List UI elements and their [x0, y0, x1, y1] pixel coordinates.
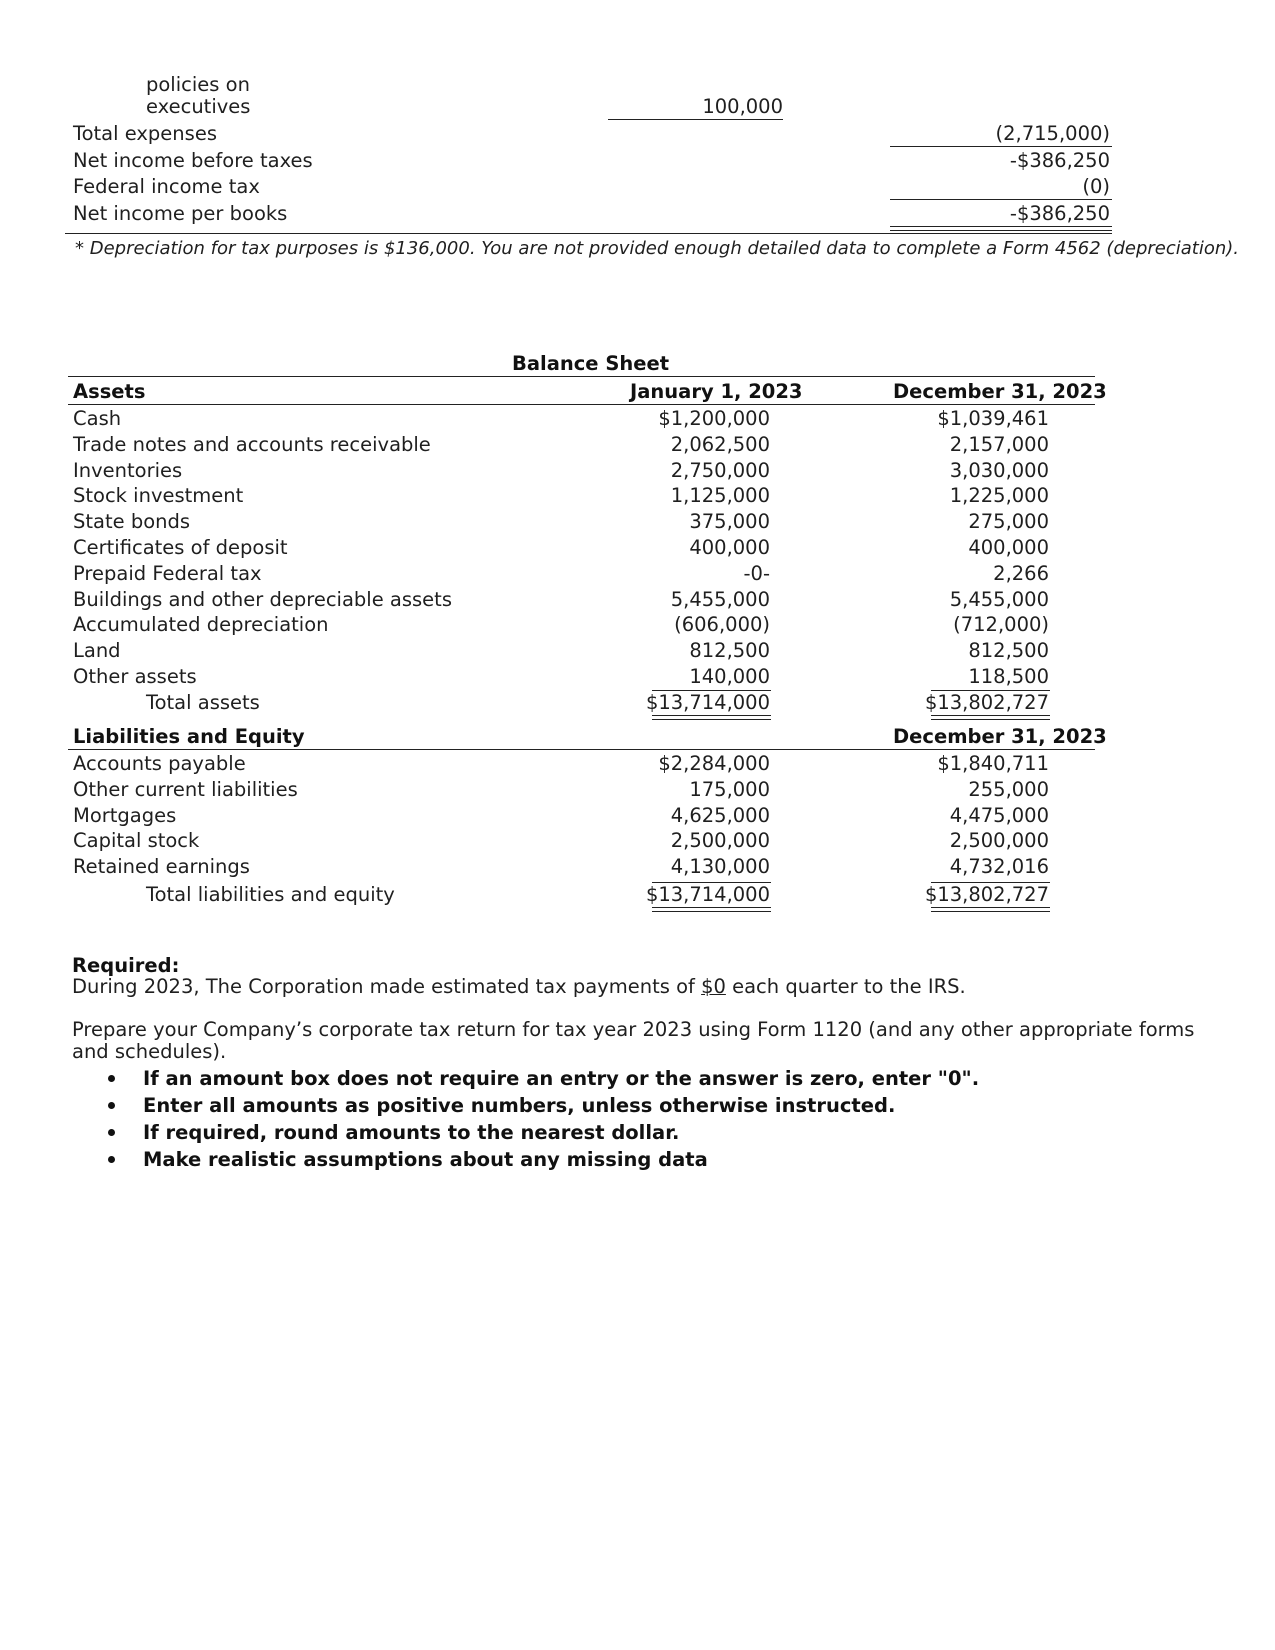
total-liabilities-equity-label: Total liabilities and equity: [146, 883, 395, 906]
assets-header-rule: [68, 404, 1095, 405]
row-value-dec: 3,030,000: [949, 458, 1049, 482]
row-value-jan: 175,000: [689, 777, 770, 801]
row-value-jan: $2,284,000: [658, 752, 770, 775]
row-label: Other current liabilities: [73, 777, 298, 801]
policies-label-line1: policies on: [146, 73, 250, 96]
net-income-before-taxes-value: -$386,250: [1009, 149, 1110, 172]
row-value-dec: 2,500,000: [949, 829, 1049, 853]
estimated-tax-sentence: [72, 976, 966, 998]
row-label: Capital stock: [73, 829, 200, 853]
row-value-jan: 4,625,000: [670, 803, 770, 827]
row-label: State bonds: [73, 510, 191, 534]
row-value-dec: 400,000: [968, 536, 1049, 559]
total-expenses-value: (2,715,000): [995, 122, 1110, 145]
net-income-per-books-label: Net income per books: [73, 202, 288, 225]
row-value-jan: 4,130,000: [670, 855, 770, 879]
row-value-dec: 255,000: [968, 777, 1049, 801]
row-value-dec: $1,840,711: [937, 752, 1049, 775]
federal-income-tax-underline: [890, 199, 1112, 200]
instruction-bullet-2: Enter all amounts as positive numbers, unless otherwise instructed.: [143, 1094, 896, 1117]
row-label: Accounts payable: [73, 752, 246, 775]
row-label: Stock investment: [73, 484, 244, 508]
bullet-icon: [108, 1129, 115, 1136]
row-value-dec: 2,157,000: [949, 432, 1049, 456]
col-header-dec-2023: December 31, 2023: [893, 380, 1107, 403]
liabilities-equity-heading: Liabilities and Equity: [73, 725, 305, 748]
row-label: Mortgages: [73, 803, 177, 827]
instructions-line-1: Prepare your Company’s corporate tax return for tax year 2023 using Form 1120 (and any other appropriate forms: [72, 1018, 1195, 1041]
row-value-dec: 4,732,016: [949, 855, 1049, 879]
row-value-dec: 2,266: [993, 561, 1049, 585]
row-value-jan: -0-: [743, 561, 770, 585]
instruction-bullet-3: If required, round amounts to the nearest dollar.: [143, 1121, 680, 1144]
row-label: Land: [73, 639, 121, 663]
row-label: Certificates of deposit: [73, 536, 288, 559]
instruction-bullet-4: Make realistic assumptions about any missing data: [143, 1148, 708, 1171]
federal-income-tax-label: Federal income tax: [73, 175, 260, 198]
total-liabilities-equity-dec: $13,802,727: [924, 883, 1049, 906]
row-value-jan: 5,455,000: [670, 587, 770, 611]
row-label: Prepaid Federal tax: [73, 561, 262, 585]
total-expenses-underline: [890, 146, 1112, 147]
liab-col-header-dec-2023: December 31, 2023: [893, 725, 1107, 748]
required-heading: Required:: [72, 954, 180, 977]
col-header-jan-2023: January 1, 2023: [630, 380, 803, 403]
estimated-tax-text-post: each quarter to the IRS.: [725, 975, 966, 998]
federal-income-tax-value: (0): [1082, 175, 1110, 198]
row-label: Buildings and other depreciable assets: [73, 587, 452, 611]
row-value-dec: 275,000: [968, 510, 1049, 534]
row-label: Other assets: [73, 665, 197, 688]
balance-sheet-title: Balance Sheet: [512, 352, 670, 375]
row-value-dec: 118,500: [968, 665, 1049, 688]
row-value-dec: 5,455,000: [949, 587, 1049, 611]
total-liab-dec-double-rule: [931, 907, 1050, 912]
estimated-tax-text-pre: During 2023, The Corporation made estimated tax payments of: [72, 975, 702, 998]
total-assets-jan-double-rule: [652, 715, 771, 720]
bullet-icon: [108, 1156, 115, 1163]
row-value-jan: $1,200,000: [658, 407, 770, 430]
row-label: Accumulated depreciation: [73, 613, 329, 637]
bullet-icon: [108, 1075, 115, 1082]
depreciation-footnote: * Depreciation for tax purposes is $136,000. You are not provided enough detailed data to complete a Form 4562 (depreciation).: [75, 238, 1240, 259]
net-income-double-underline: [890, 226, 1112, 231]
total-assets-dec-double-rule: [931, 715, 1050, 720]
net-income-per-books-value: -$386,250: [1009, 202, 1110, 225]
instructions-line-2: and schedules).: [72, 1040, 227, 1063]
row-value-jan: 2,062,500: [670, 432, 770, 456]
total-assets-jan: $13,714,000: [645, 691, 770, 714]
assets-heading: Assets: [73, 380, 146, 403]
row-value-dec: 4,475,000: [949, 803, 1049, 827]
bullet-icon: [108, 1102, 115, 1109]
policies-value: 100,000: [702, 95, 783, 118]
liabilities-header-rule: [68, 749, 1095, 750]
total-liabilities-equity-jan: $13,714,000: [645, 883, 770, 906]
total-assets-label: Total assets: [146, 691, 260, 714]
row-label: Retained earnings: [73, 855, 250, 879]
balance-sheet-top-rule: [68, 376, 1095, 377]
total-expenses-label: Total expenses: [73, 122, 217, 145]
net-income-before-taxes-label: Net income before taxes: [73, 149, 313, 172]
policies-label-line2: executives: [146, 95, 251, 118]
total-assets-dec: $13,802,727: [924, 691, 1049, 714]
row-value-jan: 140,000: [689, 665, 770, 688]
policies-underline: [608, 119, 783, 120]
row-value-jan: (606,000): [674, 613, 770, 637]
row-value-dec: 812,500: [968, 639, 1049, 663]
row-value-dec: $1,039,461: [937, 407, 1049, 430]
footnote-rule: [65, 233, 1112, 234]
instruction-bullet-1: If an amount box does not require an entry or the answer is zero, enter "0".: [143, 1067, 980, 1090]
total-liab-jan-double-rule: [652, 907, 771, 912]
row-label: Cash: [73, 407, 122, 430]
row-value-jan: 812,500: [689, 639, 770, 663]
row-value-dec: 1,225,000: [949, 484, 1049, 508]
row-value-dec: (712,000): [953, 613, 1049, 637]
estimated-tax-amount: $0: [701, 975, 726, 998]
row-value-jan: 2,500,000: [670, 829, 770, 853]
row-value-jan: 2,750,000: [670, 458, 770, 482]
row-value-jan: 375,000: [689, 510, 770, 534]
row-label: Trade notes and accounts receivable: [73, 432, 431, 456]
row-label: Inventories: [73, 458, 183, 482]
row-value-jan: 400,000: [689, 536, 770, 559]
row-value-jan: 1,125,000: [670, 484, 770, 508]
